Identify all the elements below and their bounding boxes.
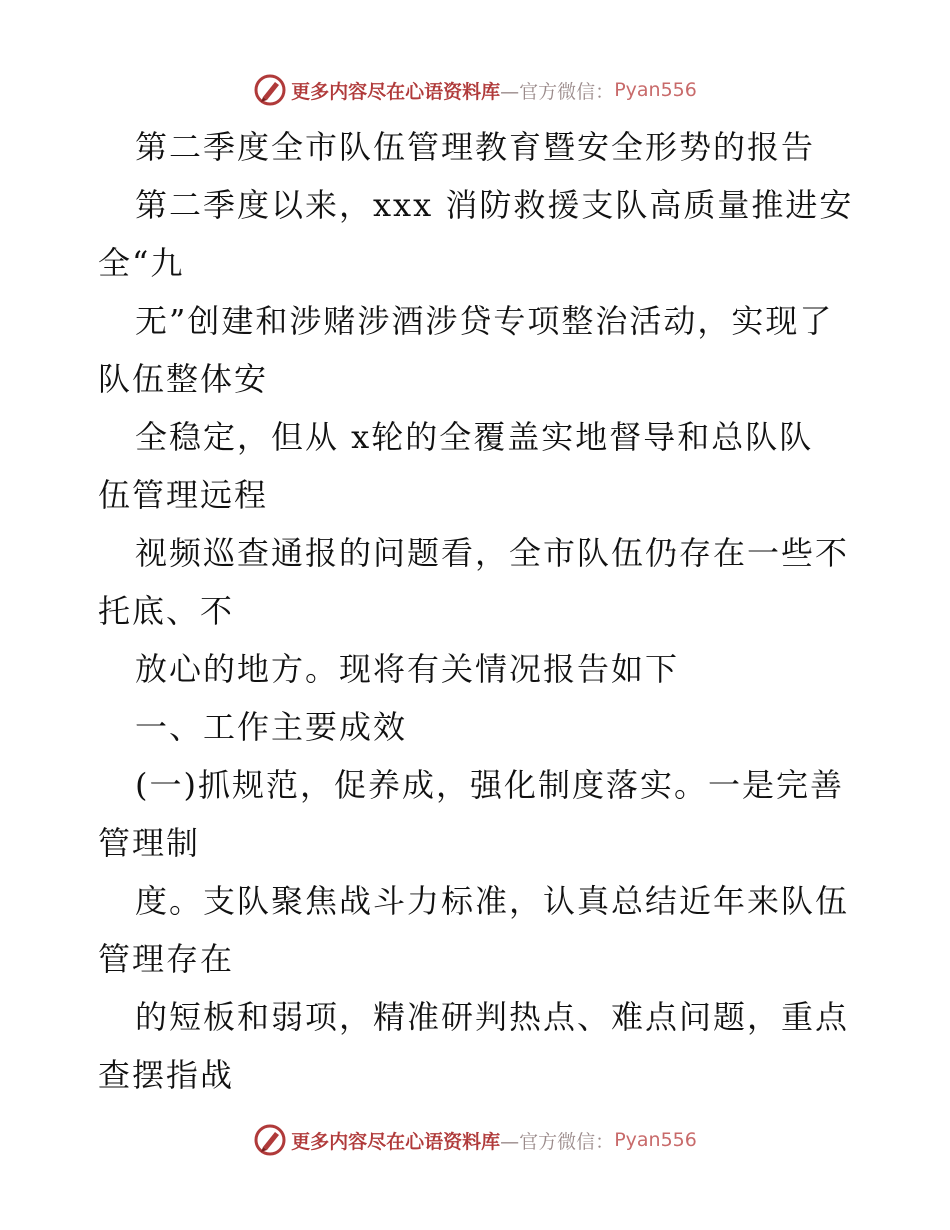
paragraph-line: 的短板和弱项，精准研判热点、难点问题，重点: [135, 998, 850, 1036]
watermark-wechat-label: —官方微信：: [500, 80, 615, 103]
footer-watermark: [0, 1122, 950, 1158]
paragraph-line: 视频巡查通报的问题看，全市队伍仍存在一些不: [135, 534, 850, 572]
paragraph-line: 伍管理远程: [98, 476, 269, 514]
header-watermark: [0, 72, 950, 108]
paragraph-line: (一)抓规范，促养成，强化制度落实。一是完善: [135, 766, 844, 804]
section-heading: 一、工作主要成效: [135, 708, 408, 746]
document-title: 第二季度全市队伍管理教育暨安全形势的报告: [135, 128, 816, 166]
paragraph-line: 第二季度以来，xxx 消防救援支队高质量推进安: [135, 186, 854, 224]
pen-logo-icon: [253, 73, 287, 107]
paragraph-line: 无”创建和涉赌涉酒涉贷专项整治活动，实现了: [135, 302, 834, 340]
paragraph-line: 管理存在: [98, 940, 235, 978]
paragraph-line: 全稳定，但从 x轮的全覆盖实地督导和总队队: [135, 418, 814, 456]
paragraph-line: 查摆指战: [98, 1056, 235, 1094]
watermark-brand-text: 更多内容尽在心语资料库: [291, 80, 501, 103]
paragraph-line: 全“九: [98, 244, 185, 282]
pen-logo-icon: [253, 1123, 287, 1157]
watermark-wechat-id: Pyan556: [614, 79, 697, 101]
paragraph-line: 托底、不: [98, 592, 235, 630]
watermark-wechat-id: Pyan556: [614, 1129, 697, 1151]
paragraph-line: 管理制: [98, 824, 201, 862]
paragraph-line: 放心的地方。现将有关情况报告如下: [135, 650, 680, 688]
paragraph-line: 度。支队聚焦战斗力标准，认真总结近年来队伍: [135, 882, 850, 920]
watermark-wechat-label: —官方微信：: [500, 1130, 615, 1153]
watermark-brand-text: 更多内容尽在心语资料库: [291, 1130, 501, 1153]
paragraph-line: 队伍整体安: [98, 360, 269, 398]
